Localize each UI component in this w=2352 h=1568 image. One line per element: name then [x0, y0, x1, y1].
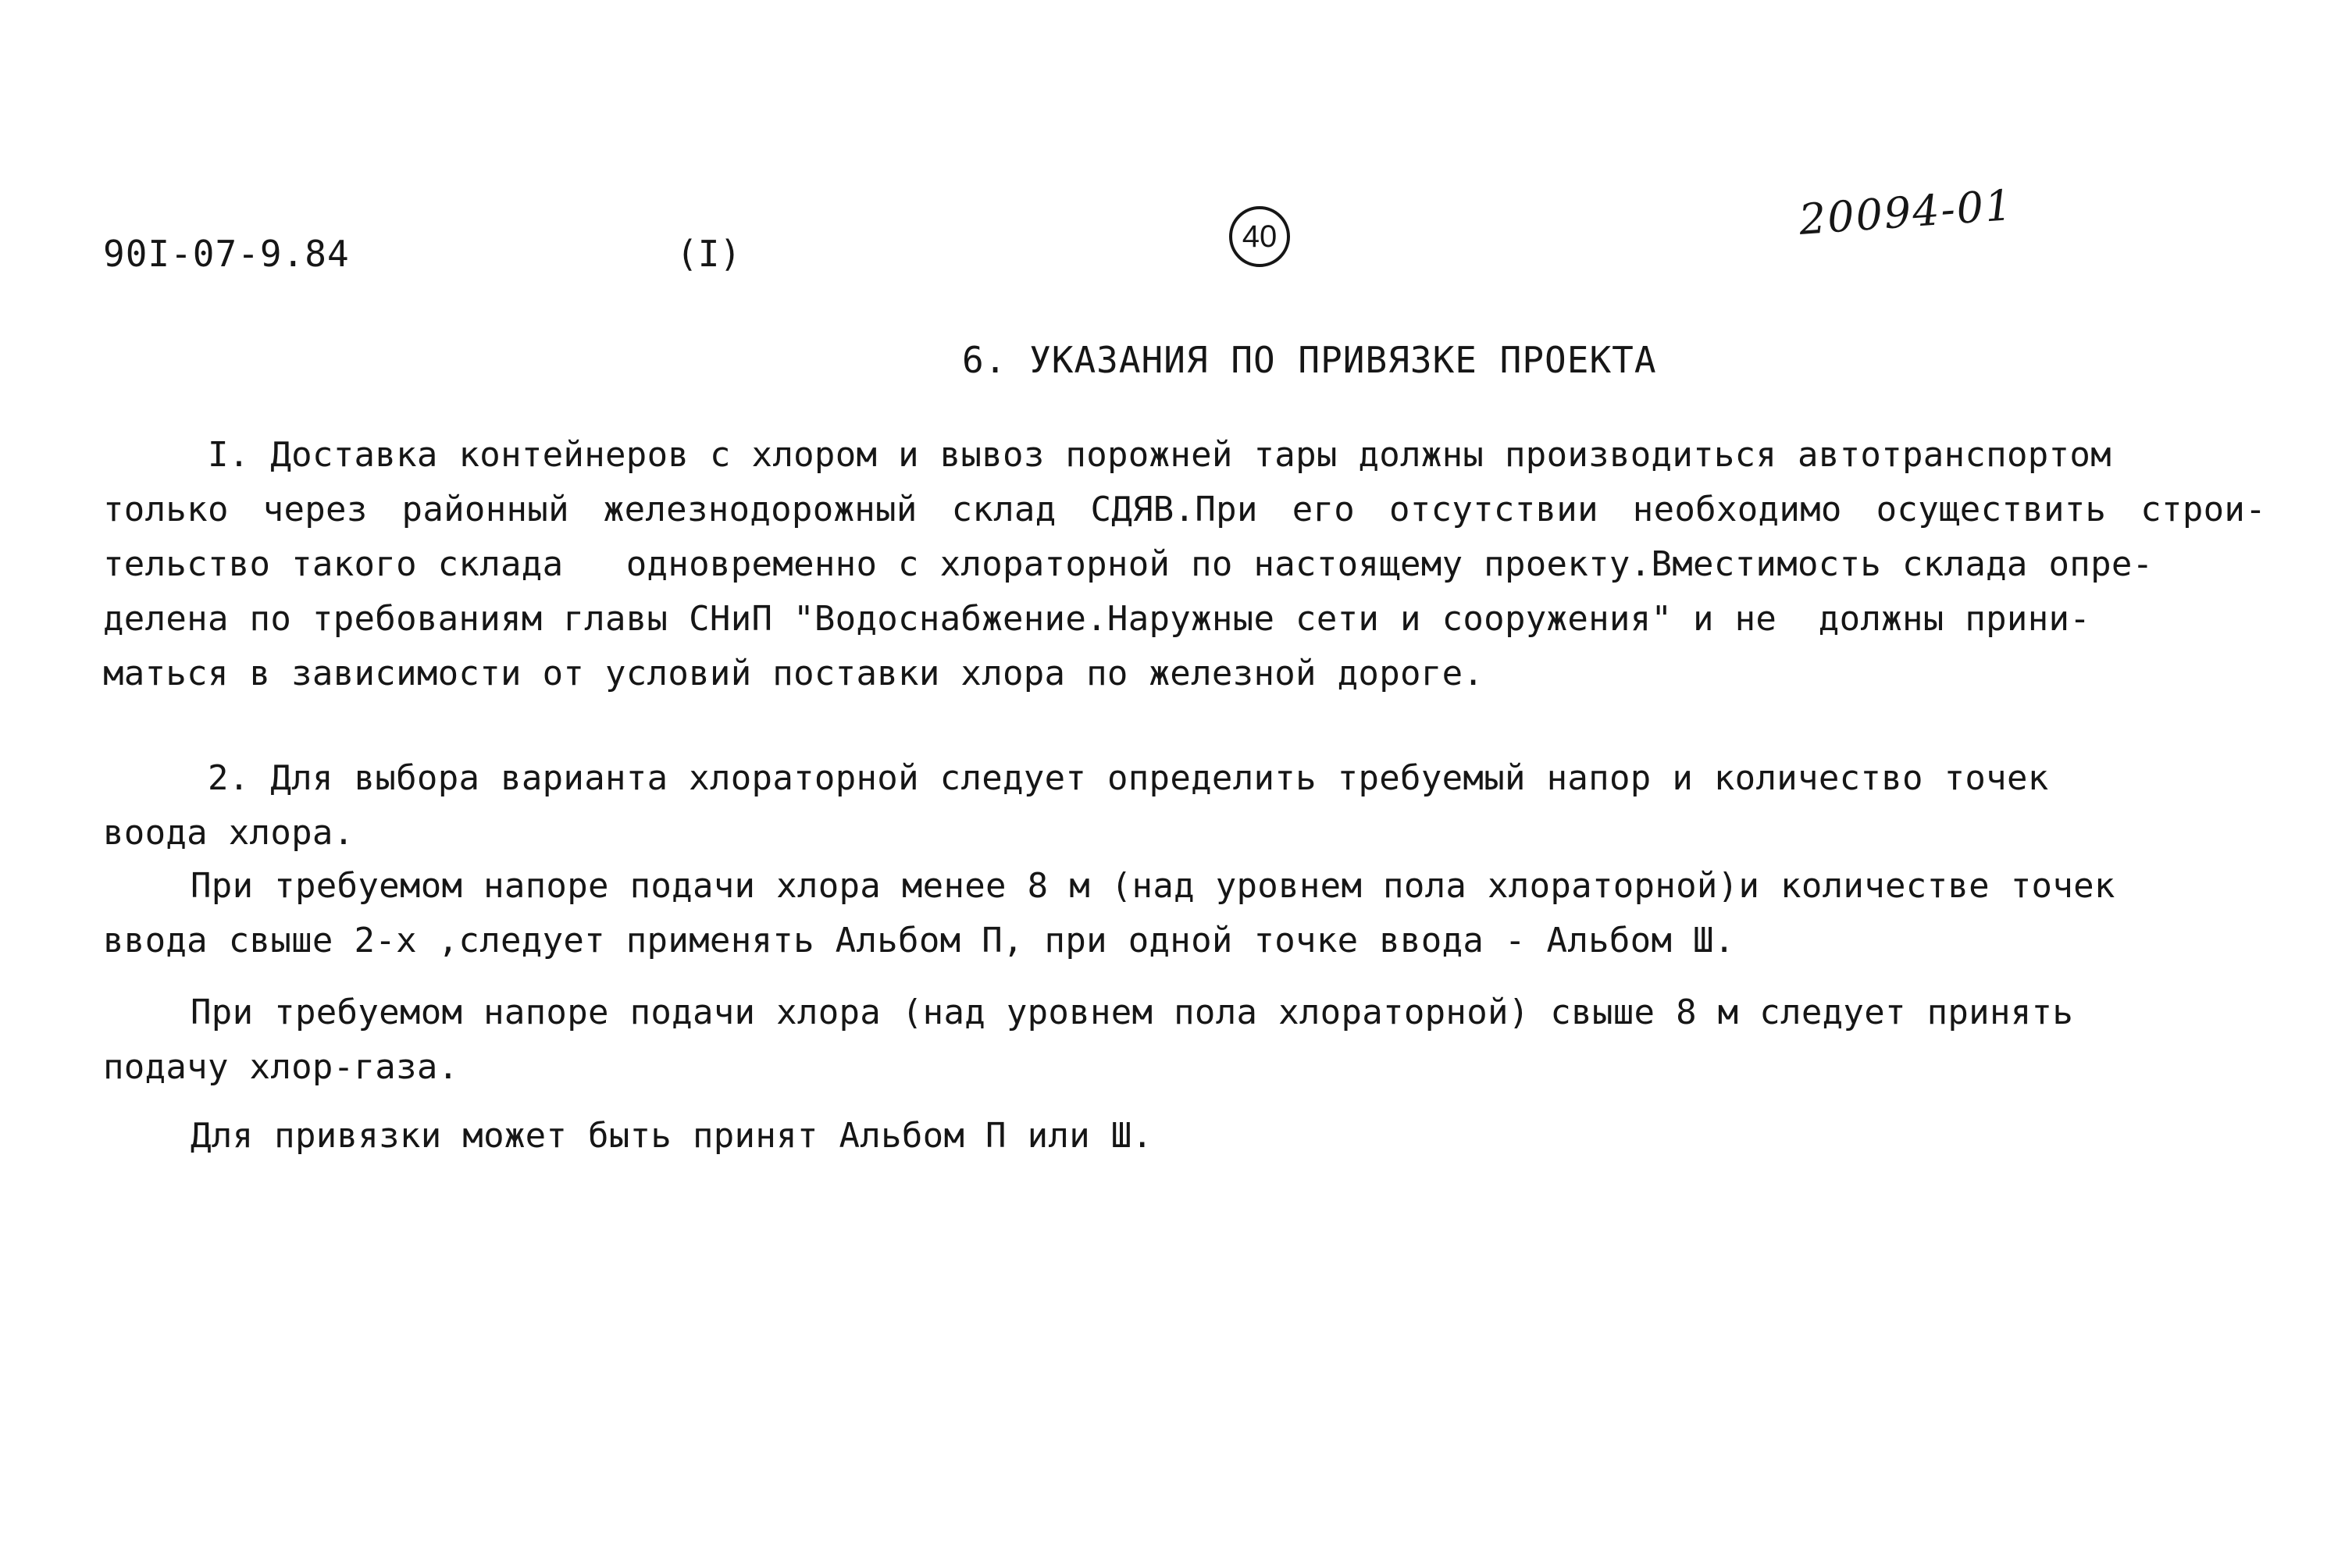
handwritten-inventory-code: 20094-01 [1797, 180, 2015, 244]
paragraph-line: маться в зависимости от условий поставки хлора по железной дороге. [103, 654, 1484, 693]
paragraph-line: воода хлора. [103, 813, 355, 853]
paragraph-line: При требуемом напоре подачи хлора менее 8 м (над уровнем пола хлораторной)и количестве точек [191, 866, 2115, 906]
paragraph-line: делена по требованиям главы СНиП "Водоснабжение.Наружные сети и сооружения" и не должны прини- [103, 599, 2091, 639]
paragraph-line: тельство такого склада одновременно с хлораторной по настоящему проекту.Вместимость склада опре- [103, 544, 2154, 584]
paragraph-5 [103, 1109, 2266, 1164]
album-number: (I) [676, 233, 742, 275]
section-title: 6. УКАЗАНИЯ ПО ПРИВЯЗКЕ ПРОЕКТА [962, 339, 1657, 381]
document-code: 90I-07-9.84 [103, 233, 350, 275]
paragraph-4 [103, 985, 2266, 1095]
paragraph-line: 2. Для выбора варианта хлораторной следует определить требуемый напор и количество точек [208, 758, 2049, 798]
page-number: 40 [1242, 219, 1278, 254]
paragraph-3 [103, 859, 2266, 968]
paragraph-line: I. Доставка контейнеров с хлором и вывоз порожней тары должны производиться автотранспортом [208, 435, 2111, 475]
paragraph-line: Для привязки может быть принят Альбом П или Ш. [191, 1116, 1153, 1156]
paragraph-line: ввода свыше 2-х ,следует применять Альбом П, при одной точке ввода - Альбом Ш. [103, 921, 1735, 960]
paragraph-1 [103, 428, 2266, 701]
paragraph-2 [103, 751, 2266, 861]
page-number-circle [1229, 206, 1290, 267]
paragraph-line: При требуемом напоре подачи хлора (над уровнем пола хлораторной) свыше 8 м следует принять [191, 992, 2074, 1032]
paragraph-line: подачу хлор-газа. [103, 1047, 459, 1087]
paragraph-line: только через районный железнодорожный склад СДЯВ.При его отсутствии необходимо осуществить строи- [103, 490, 2266, 529]
